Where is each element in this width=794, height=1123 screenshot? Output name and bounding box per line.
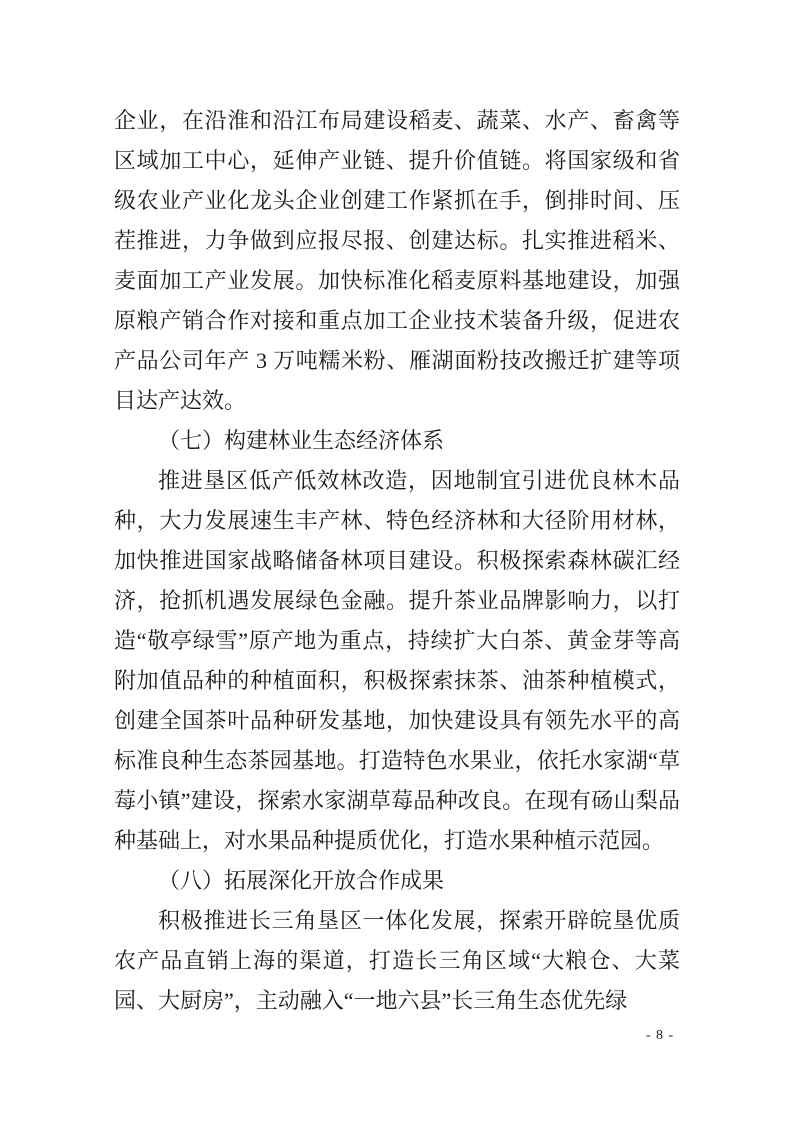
paragraph: 推进垦区低产低效林改造，因地制宜引进优良林木品种，大力发展速生丰产林、特色经济林和大径阶用材林，加快推进国家战略储备林项目建设。积极探索森林碳汇经济，抢抓机遇发展绿色金融。提升茶业品牌影响力，以打造“敬亭绿雪”原产地为重点，持续扩大白茶、黄金芽等高附加值品种的种植面积，积极探索抹茶、油茶种植模式，创建全国茶叶品种研发基地，加快建设具有领先水平的高标准良种生态茶园基地。打造特色水果业，依托水家湖“草莓小镇”建设，探索水家湖草莓品种改良。在现有砀山梨品种基础上，对水果品种提质优化，打造水果种植示范园。 <box>114 468 680 853</box>
document-body <box>114 101 680 1021</box>
paragraph: 企业，在沿淮和沿江布局建设稻麦、蔬菜、水产、畜禽等区域加工中心，延伸产业链、提升价值链。将国家级和省级农业产业化龙头企业创建工作紧抓在手，倒排时间、压茬推进，力争做到应报尽报、创建达标。扎实推进稻米、麦面加工产业发展。加快标准化稻麦原料基地建设，加强原粮产销合作对接和重点加工企业技术装备升级，促进农产品公司年产 3 万吨糯米粉、雁湖面粉技改搬迁扩建等项目达产达效。 <box>114 108 680 413</box>
section-heading: （八）拓展深化开放合作成果 <box>158 868 445 893</box>
paragraph: 积极推进长三角垦区一体化发展，探索开辟皖垦优质农产品直销上海的渠道，打造长三角区域“大粮仓、大菜园、大厨房”，主动融入“一地六县”长三角生态优先绿 <box>114 908 680 1013</box>
section-heading: （七）构建林业生态经济体系 <box>158 428 445 453</box>
page-number: - 8 - <box>645 1028 675 1043</box>
